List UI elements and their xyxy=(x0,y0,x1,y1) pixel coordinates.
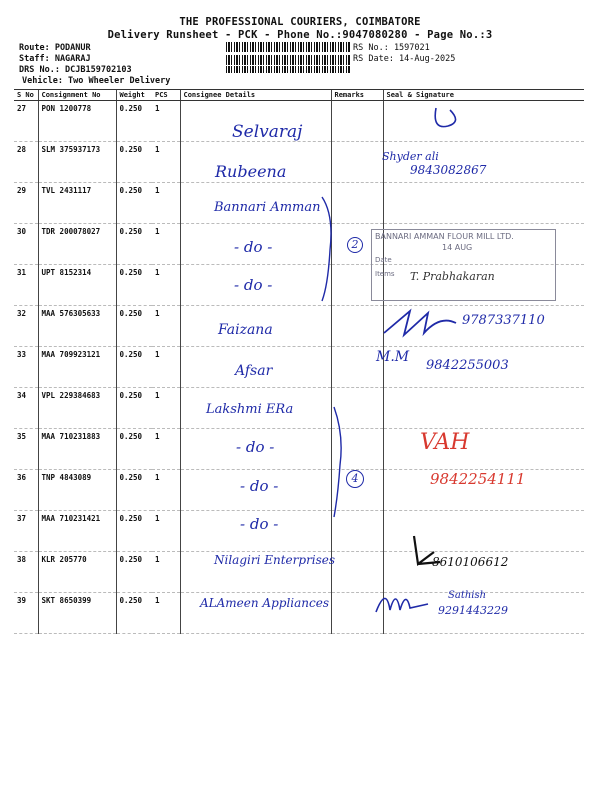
handwriting-r38: Nilagiri Enterprises xyxy=(214,553,336,567)
row-remarks xyxy=(331,142,383,183)
row-consignment: MAA 710231421 xyxy=(38,511,116,552)
handwriting-r30-mark: 2 xyxy=(347,237,363,253)
row-signature xyxy=(383,183,584,224)
row-remarks xyxy=(331,101,383,142)
handwriting-r27: Selvaraj xyxy=(232,122,303,142)
row-sno: 38 xyxy=(14,552,38,593)
row-pcs: 1 xyxy=(152,306,180,347)
handwriting-r37: - do - xyxy=(240,515,279,533)
row-sno: 35 xyxy=(14,429,38,470)
drs-number: DRS No.: DCJB159702103 xyxy=(19,65,132,75)
row-pcs: 1 xyxy=(152,429,180,470)
handwriting-r35-sig: VAH xyxy=(420,430,470,455)
row-sno: 37 xyxy=(14,511,38,552)
handwriting-r36-mark: 4 xyxy=(346,470,364,488)
handwriting-r33-phone: 9842255003 xyxy=(426,358,509,373)
handwriting-r38-phone: 8610106612 xyxy=(432,555,509,569)
handwriting-r39-sig: Sathish xyxy=(448,590,487,601)
row-consignment: MAA 709923121 xyxy=(38,347,116,388)
handwriting-r33-sig: M.M xyxy=(376,349,410,365)
table-row xyxy=(14,511,584,552)
row-consignment: UPT 8152314 xyxy=(38,265,116,306)
row-weight: 0.250 xyxy=(116,552,152,593)
row-pcs: 1 xyxy=(152,593,180,634)
row-weight: 0.250 xyxy=(116,101,152,142)
row-weight: 0.250 xyxy=(116,265,152,306)
row-consignment: PON 1200778 xyxy=(38,101,116,142)
row-pcs: 1 xyxy=(152,142,180,183)
table-row xyxy=(14,142,584,183)
row-sno: 34 xyxy=(14,388,38,429)
stamp-line2: 14 AUG xyxy=(442,243,473,252)
staff-label: Staff: NAGARAJ xyxy=(19,54,91,64)
company-stamp xyxy=(371,229,556,301)
barcode-top xyxy=(226,42,350,52)
bracket-mark-upper xyxy=(318,195,338,305)
handwriting-r32-phone: 9787337110 xyxy=(462,313,545,328)
row-signature xyxy=(383,101,584,142)
handwriting-r39: ALAmeen Appliances xyxy=(200,596,329,610)
handwriting-r30: - do - xyxy=(234,238,273,256)
row-weight: 0.250 xyxy=(116,388,152,429)
handwriting-r32: Faizana xyxy=(218,322,273,338)
row-pcs: 1 xyxy=(152,265,180,306)
runsheet-subtitle: Delivery Runsheet - PCK - Phone No.:9047080280 - Page No.:3 xyxy=(107,29,493,41)
row-sno: 31 xyxy=(14,265,38,306)
table-row xyxy=(14,388,584,429)
row-sno: 29 xyxy=(14,183,38,224)
row-weight: 0.250 xyxy=(116,142,152,183)
handwriting-r36-phone: 9842254111 xyxy=(430,470,526,488)
bracket-mark-lower xyxy=(330,405,348,520)
row-pcs: 1 xyxy=(152,347,180,388)
stamp-line4: Items xyxy=(375,270,395,278)
route-label: Route: PODANUR xyxy=(19,43,91,53)
handwriting-r31-sig: T. Prabhakaran xyxy=(410,270,495,283)
row-pcs: 1 xyxy=(152,552,180,593)
barcode-bottom xyxy=(226,66,350,73)
handwriting-r29: Bannari Amman xyxy=(214,200,321,215)
handwriting-r36: - do - xyxy=(240,477,279,495)
row-sno: 27 xyxy=(14,101,38,142)
row-remarks xyxy=(331,183,383,224)
row-pcs: 1 xyxy=(152,101,180,142)
vehicle-label: Vehicle: Two Wheeler Delivery xyxy=(22,76,171,86)
company-title: THE PROFESSIONAL COURIERS, COIMBATORE xyxy=(179,16,421,28)
rs-date: RS Date: 14-Aug-2025 xyxy=(353,54,456,64)
col-remarks: Remarks xyxy=(331,90,383,101)
row-remarks xyxy=(331,306,383,347)
col-weight: Weight xyxy=(116,90,152,101)
signature-scribble-r32 xyxy=(380,305,460,340)
row-weight: 0.250 xyxy=(116,224,152,265)
handwriting-r35: - do - xyxy=(236,438,275,456)
row-sno: 39 xyxy=(14,593,38,634)
row-sno: 36 xyxy=(14,470,38,511)
table-row xyxy=(14,429,584,470)
col-pcs: PCS xyxy=(152,90,180,101)
row-pcs: 1 xyxy=(152,224,180,265)
row-pcs: 1 xyxy=(152,511,180,552)
rs-number: RS No.: 1597021 xyxy=(353,43,430,53)
row-consignment: SKT 8650399 xyxy=(38,593,116,634)
row-weight: 0.250 xyxy=(116,511,152,552)
col-sno: S No xyxy=(14,90,38,101)
row-consignment: TDR 200078027 xyxy=(38,224,116,265)
table-header-row xyxy=(14,90,584,101)
row-consignment: TNP 4843089 xyxy=(38,470,116,511)
handwriting-r28-sig: Shyder ali xyxy=(382,150,439,163)
col-consignee: Consignee Details xyxy=(180,90,331,101)
row-consignment: MAA 576305633 xyxy=(38,306,116,347)
row-consignment: SLM 375937173 xyxy=(38,142,116,183)
signature-scribble-r38 xyxy=(404,532,444,572)
row-consignment: TVL 2431117 xyxy=(38,183,116,224)
handwriting-r33: Afsar xyxy=(235,363,273,379)
row-sno: 33 xyxy=(14,347,38,388)
barcode-middle xyxy=(226,55,350,65)
handwriting-r34: Lakshmi ERa xyxy=(206,402,294,417)
row-pcs: 1 xyxy=(152,388,180,429)
row-weight: 0.250 xyxy=(116,593,152,634)
row-consignment: VPL 229384683 xyxy=(38,388,116,429)
handwriting-r39-phone: 9291443229 xyxy=(438,604,508,617)
col-seal-signature: Seal & Signature xyxy=(383,90,584,101)
handwriting-r28-phone: 9843082867 xyxy=(410,163,487,177)
stamp-line3: Date xyxy=(375,256,392,264)
row-pcs: 1 xyxy=(152,183,180,224)
row-weight: 0.250 xyxy=(116,429,152,470)
handwriting-r31: - do - xyxy=(234,276,273,294)
row-consignment: MAA 710231883 xyxy=(38,429,116,470)
row-sno: 28 xyxy=(14,142,38,183)
signature-scribble-r39 xyxy=(372,582,432,617)
row-consignment: KLR 205770 xyxy=(38,552,116,593)
row-pcs: 1 xyxy=(152,470,180,511)
signature-scribble-r27 xyxy=(428,104,468,134)
row-weight: 0.250 xyxy=(116,347,152,388)
row-sno: 30 xyxy=(14,224,38,265)
row-signature xyxy=(383,388,584,429)
row-signature xyxy=(383,429,584,470)
row-sno: 32 xyxy=(14,306,38,347)
row-weight: 0.250 xyxy=(116,306,152,347)
stamp-line1: BANNARI AMMAN FLOUR MILL LTD. xyxy=(375,232,514,241)
handwriting-r28: Rubeena xyxy=(215,162,287,181)
row-weight: 0.250 xyxy=(116,183,152,224)
col-consignment: Consignment No xyxy=(38,90,116,101)
row-weight: 0.250 xyxy=(116,470,152,511)
